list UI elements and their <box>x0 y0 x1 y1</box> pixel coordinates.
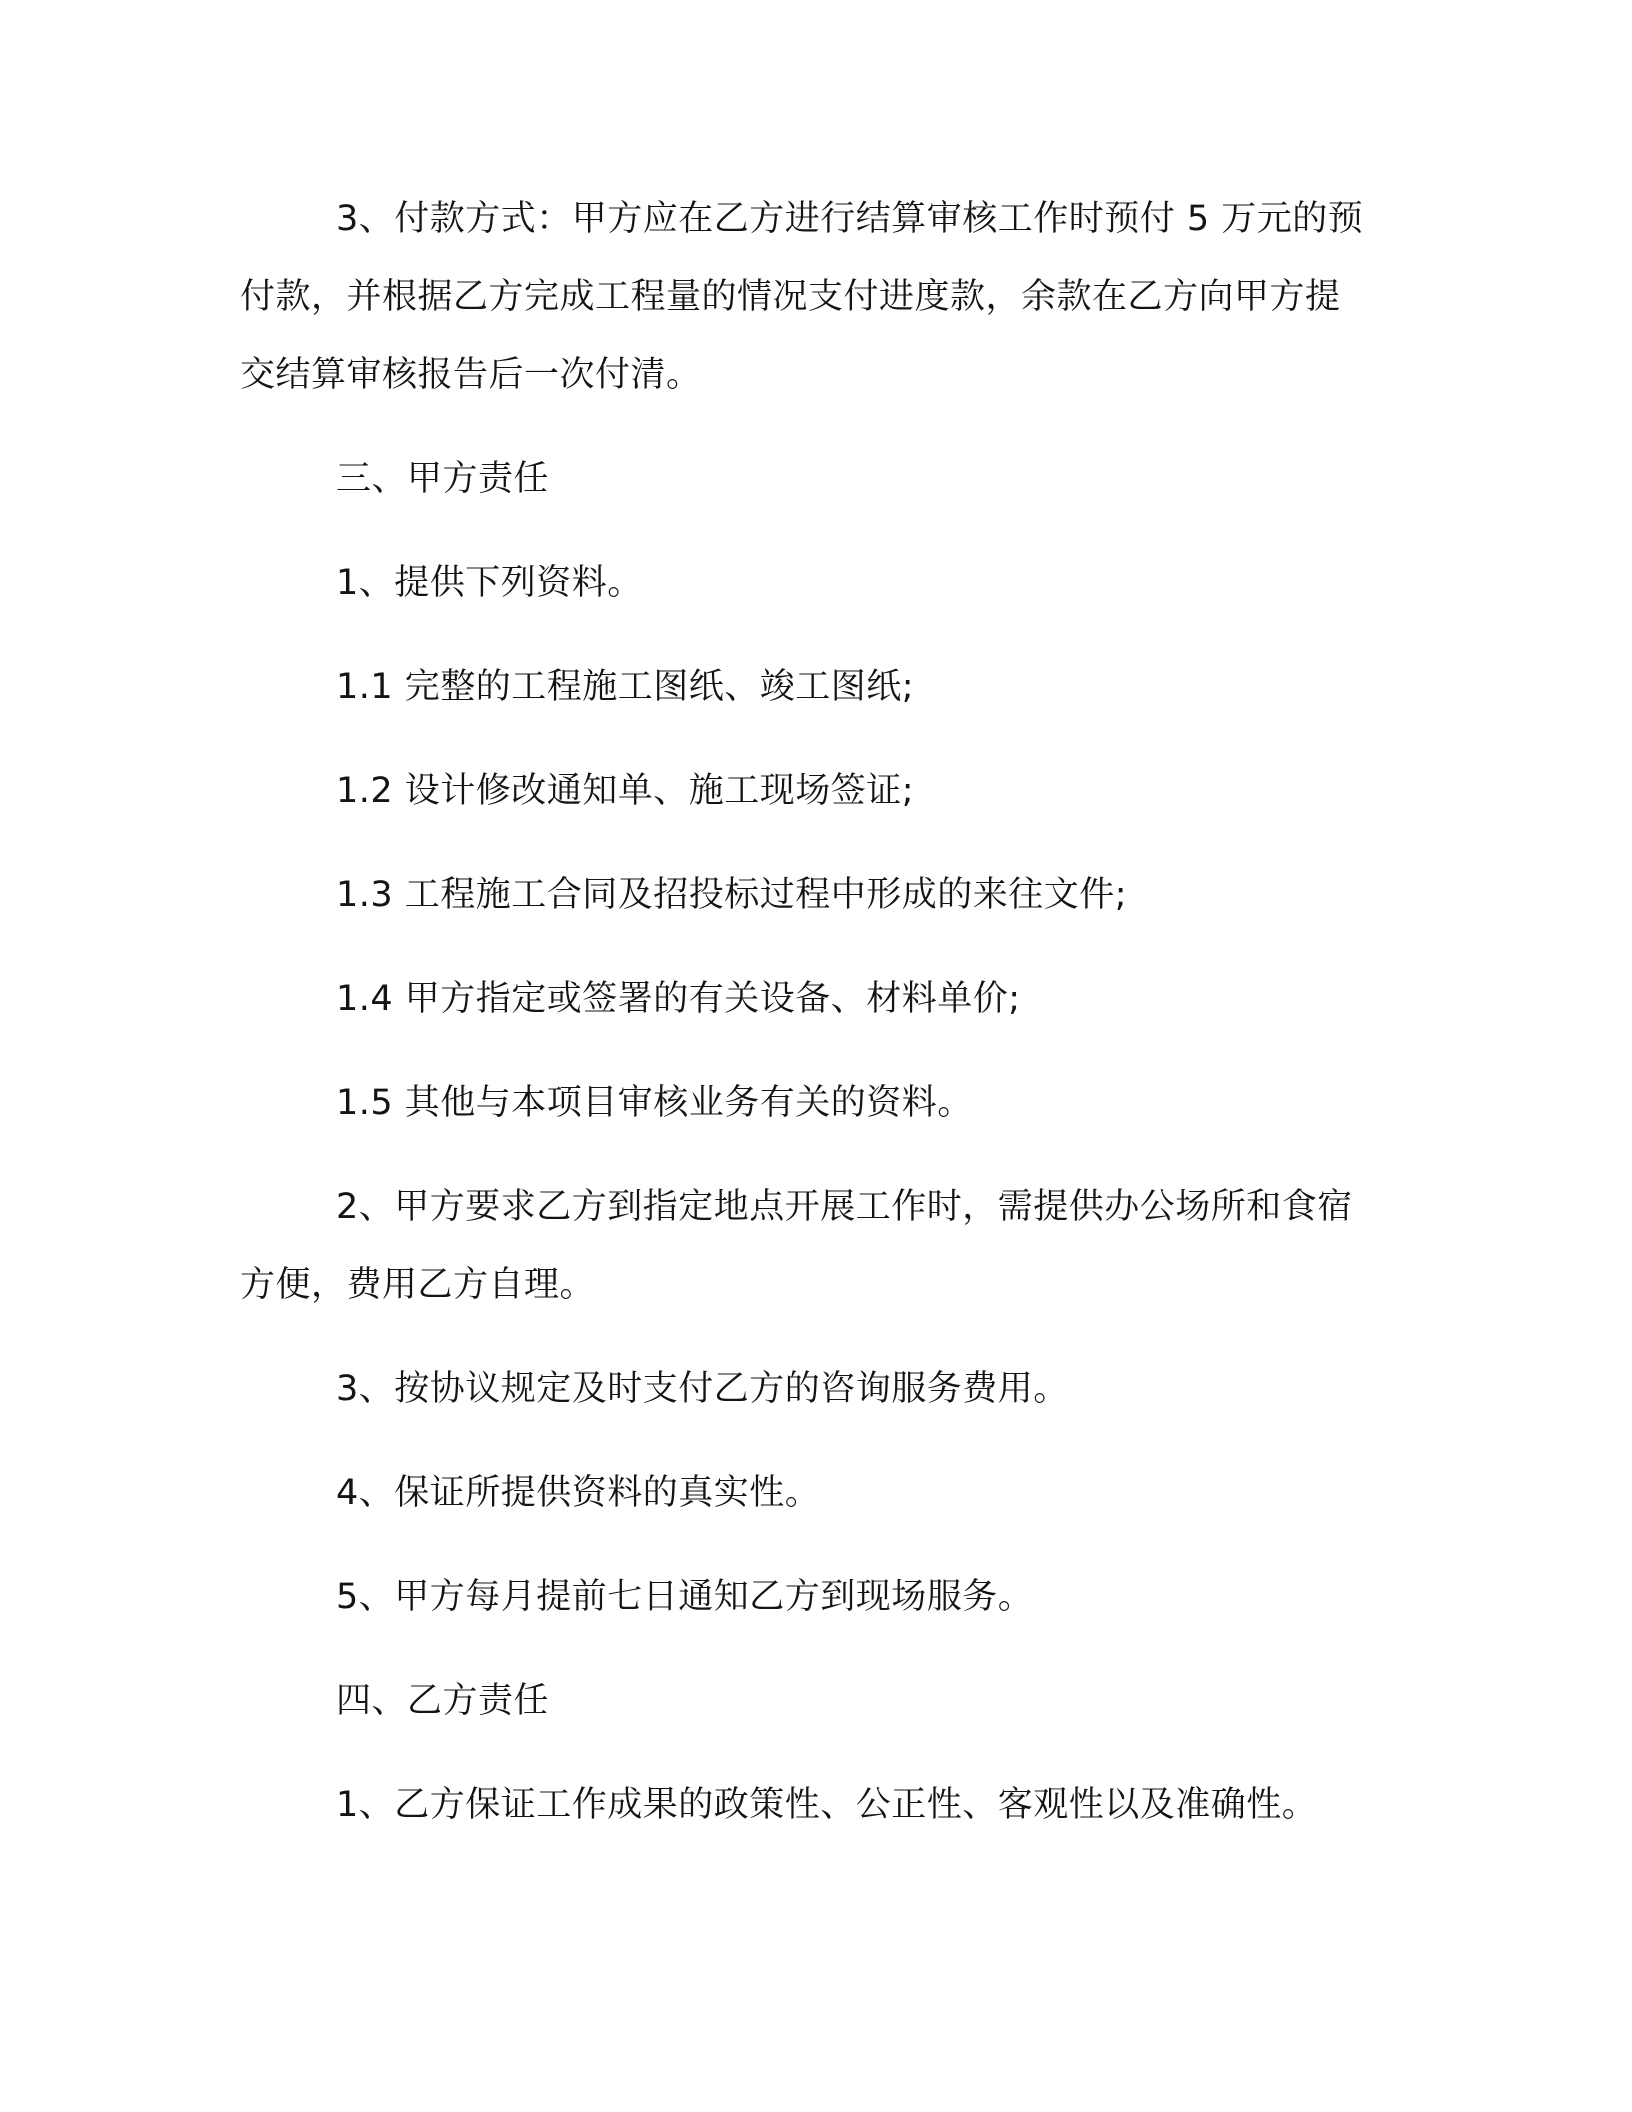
paragraph-monthly-notice: 5、甲方每月提前七日通知乙方到现场服务。 <box>336 1577 1034 1617</box>
document-body <box>240 180 1370 1844</box>
paragraph-timely-payment: 3、按协议规定及时支付乙方的咨询服务费用。 <box>336 1369 1069 1409</box>
paragraph-item-1-5: 1.5 其他与本项目审核业务有关的资料。 <box>336 1083 973 1123</box>
paragraph-provide-materials: 1、提供下列资料。 <box>336 563 643 603</box>
paragraph-item-1-3: 1.3 工程施工合同及招投标过程中形成的来往文件; <box>336 875 1128 915</box>
paragraph-payment-method: 3、付款方式：甲方应在乙方进行结算审核工作时预付 5 万元的预付款，并根据乙方完成工程量的情况支付进度款，余款在乙方向甲方提交结算审核报告后一次付清。 <box>240 199 1364 395</box>
paragraph-work-quality: 1、乙方保证工作成果的政策性、公正性、客观性以及准确性。 <box>336 1785 1318 1825</box>
paragraph-item-1-4: 1.4 甲方指定或签署的有关设备、材料单价; <box>336 979 1021 1019</box>
paragraph-office-accommodation: 2、甲方要求乙方到指定地点开展工作时，需提供办公场所和食宿方便，费用乙方自理。 <box>240 1187 1353 1305</box>
paragraph-item-1-1: 1.1 完整的工程施工图纸、竣工图纸; <box>336 667 915 707</box>
paragraph-data-authenticity: 4、保证所提供资料的真实性。 <box>336 1473 821 1513</box>
section-heading-party-b-duties: 四、乙方责任 <box>336 1681 550 1721</box>
paragraph-item-1-2: 1.2 设计修改通知单、施工现场签证; <box>336 771 915 811</box>
section-heading-party-a-duties: 三、甲方责任 <box>336 459 550 499</box>
